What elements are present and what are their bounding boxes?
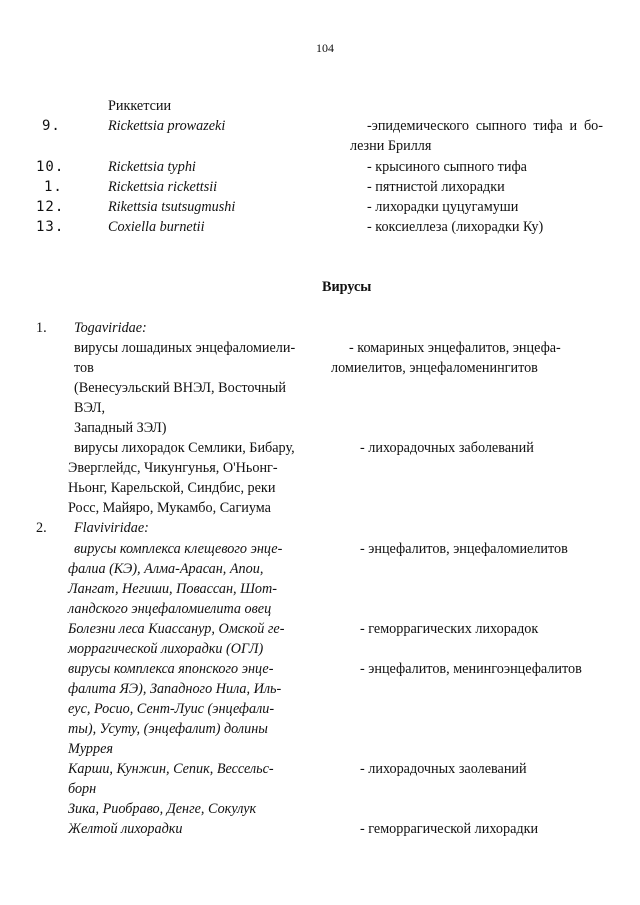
disease-text: - пятнистой лихорадки — [367, 179, 505, 195]
virus-text: вирусы комплекса японского энце- — [68, 661, 274, 677]
disease-text: - лихорадки цуцугамуши — [367, 199, 519, 215]
organism-name: Rikettsia tsutsugmushi — [108, 199, 236, 215]
disease-text: - энцефалитов, энцефаломиелитов — [360, 541, 568, 557]
item-number: 10. — [36, 159, 65, 175]
item-number: 1. — [44, 179, 63, 195]
virus-text: фалиа (КЭ), Алма-Арасан, Апои, — [68, 561, 264, 577]
virus-text: борн — [68, 781, 97, 797]
disease-text: - геморрагической лихорадки — [360, 821, 539, 837]
virus-text: ВЭЛ, — [74, 400, 106, 416]
organism-name: Rickettsia prowazeki — [108, 118, 226, 134]
disease-text: - комариных энцефалитов, энцефа- — [349, 340, 561, 356]
virus-text: Росс, Майяро, Мукамбо, Сагиума — [68, 500, 271, 516]
virus-text: Желтой лихорадки — [68, 821, 183, 837]
disease-text: лезни Брилля — [350, 138, 432, 154]
viruses-heading: Вирусы — [322, 279, 372, 295]
virus-text: Эверглейдс, Чикунгунья, О'Ньонг- — [68, 460, 278, 476]
family-name: Togaviridae: — [74, 320, 147, 336]
virus-text: Ньонг, Карельской, Синдбис, реки — [68, 480, 276, 496]
virus-text: тов — [74, 360, 94, 376]
disease-text: - энцефалитов, менингоэнцефалитов — [360, 661, 582, 677]
disease-text: ломиелитов, энцефаломенингитов — [331, 360, 538, 376]
virus-text: еус, Росио, Сент-Луис (энцефали- — [68, 701, 275, 717]
disease-text: - лихорадочных заболеваний — [360, 440, 534, 456]
virus-text: вирусы лошадиных энцефаломиели- — [74, 340, 296, 356]
virus-text: (Венесуэльский ВНЭЛ, Восточный — [74, 380, 286, 396]
item-number: 13. — [36, 219, 65, 235]
page-number: 104 — [316, 41, 334, 55]
virus-text: Зика, Риобраво, Денге, Сокулук — [68, 801, 257, 817]
virus-text: вирусы комплекса клещевого энце- — [74, 541, 283, 557]
virus-text: Болезни леса Киассанур, Омской ге- — [68, 621, 285, 637]
disease-text: -эпидемического сыпного тифа и бо- — [367, 118, 603, 134]
organism-name: Rickettsia typhi — [108, 159, 196, 175]
virus-text: Карши, Кунжин, Сепик, Вессельс- — [68, 761, 274, 777]
disease-text: - крысиного сыпного тифа — [367, 159, 527, 175]
family-number: 2. — [36, 520, 47, 536]
disease-text: - геморрагических лихорадок — [360, 621, 539, 637]
rickettsiae-heading: Риккетсии — [108, 98, 172, 114]
disease-text: - лихорадочных заолеваний — [360, 761, 527, 777]
disease-text: - коксиеллеза (лихорадки Ку) — [367, 219, 544, 235]
item-number: 12. — [36, 199, 65, 215]
family-number: 1. — [36, 320, 47, 336]
family-name: Flaviviridae: — [74, 520, 149, 536]
virus-text: моррагической лихорадки (ОГЛ) — [68, 641, 264, 657]
virus-text: фалита ЯЭ), Западного Нила, Иль- — [68, 681, 282, 697]
organism-name: Rickettsia rickettsii — [108, 179, 218, 195]
virus-text: вирусы лихорадок Семлики, Бибару, — [74, 440, 295, 456]
virus-text: Муррея — [68, 741, 114, 757]
virus-text: ландского энцефаломиелита овец — [68, 601, 272, 617]
virus-text: Западный ЗЭЛ) — [74, 420, 167, 436]
virus-text: Лангат, Негиши, Повассан, Шот- — [68, 581, 277, 597]
item-number: 9. — [42, 118, 61, 134]
organism-name: Coxiella burnetii — [108, 219, 205, 235]
virus-text: ты), Усуту, (энцефалит) долины — [68, 721, 268, 737]
